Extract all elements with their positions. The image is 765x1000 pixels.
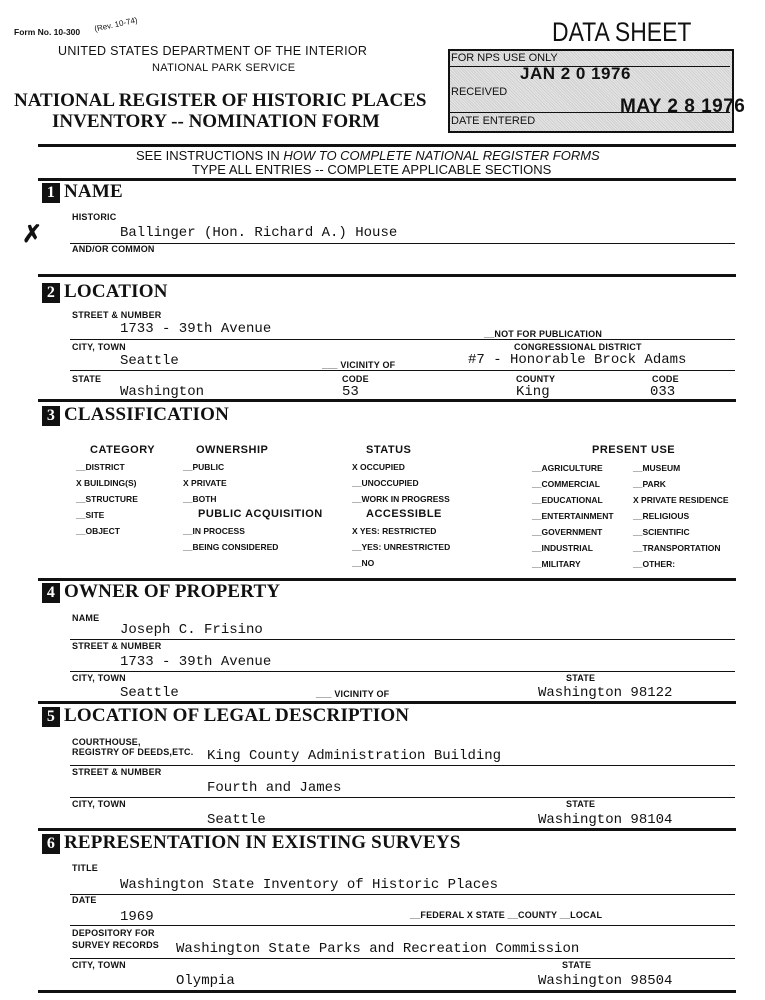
classification-option: __OTHER: [633, 559, 676, 569]
section-4-rule [38, 701, 736, 704]
section-surveys-heading: 6 REPRESENTATION IN EXISTING SURVEYS [42, 832, 461, 854]
depository-value: Washington State Parks and Recreation Commission [176, 941, 580, 957]
date-entered-label: DATE ENTERED [451, 115, 536, 127]
survey-date-value: 1969 [120, 909, 154, 925]
classification-option: __COMMERCIAL [532, 479, 601, 489]
survey-title-value: Washington State Inventory of Historic Places [120, 877, 499, 893]
section-owner-heading: 4 OWNER OF PROPERTY [42, 581, 280, 603]
classification-option: __TRANSPORTATION [633, 543, 721, 553]
county-code-value: 033 [650, 384, 676, 400]
section-classification-heading: 3 CLASSIFICATION [42, 404, 229, 426]
street-label: STREET & NUMBER [72, 310, 162, 320]
legal-city-label: CITY, TOWN [72, 799, 126, 809]
form-revision: (Rev. 10-74) [93, 15, 139, 34]
nps-use-only-label: FOR NPS USE ONLY [451, 52, 558, 64]
classification-option: X YES: RESTRICTED [352, 526, 437, 536]
section-6-rule [38, 990, 736, 993]
owner-city-label: CITY, TOWN [72, 673, 126, 683]
owner-name-rule [70, 639, 735, 640]
depository-label-2: SURVEY RECORDS [72, 940, 159, 950]
present-use-heading: PRESENT USE [592, 444, 676, 456]
county-label: COUNTY [516, 374, 556, 384]
historic-name-value: Ballinger (Hon. Richard A.) House [120, 225, 398, 241]
legal-street-value: Fourth and James [207, 780, 342, 796]
classification-option: __IN PROCESS [183, 526, 245, 536]
historic-rule [70, 243, 735, 244]
city-rule [70, 370, 735, 371]
code-value: 53 [342, 384, 359, 400]
received-date-stamp: JAN 2 0 1976 [520, 64, 631, 83]
owner-street-value: 1733 - 39th Avenue [120, 654, 272, 670]
instructions-line2: TYPE ALL ENTRIES -- COMPLETE APPLICABLE SECTIONS [192, 162, 552, 177]
service: NATIONAL PARK SERVICE [152, 62, 296, 74]
classification-option: __UNOCCUPIED [352, 478, 419, 488]
classification-option: __RELIGIOUS [633, 511, 690, 521]
section-1-rule [38, 274, 736, 277]
classification-option: __SITE [76, 510, 105, 520]
section-name-heading: 1 NAME [42, 181, 123, 203]
legal-state-value: Washington 98104 [538, 812, 673, 828]
code-label: CODE [342, 374, 369, 384]
depository-rule [70, 958, 735, 959]
department: UNITED STATES DEPARTMENT OF THE INTERIOR [58, 44, 368, 58]
classification-option: __STRUCTURE [76, 494, 138, 504]
survey-city-value: Olympia [176, 973, 235, 989]
classification-option: __WORK IN PROGRESS [352, 494, 450, 504]
courthouse-rule [70, 765, 735, 766]
depository-label-1: DEPOSITORY FOR [72, 928, 155, 938]
classification-option: __PUBLIC [183, 462, 225, 472]
public-acquisition-heading: PUBLIC ACQUISITION [198, 508, 323, 520]
historic-label: HISTORIC [72, 212, 117, 222]
classification-option: __BOTH [183, 494, 217, 504]
nps-box-divider-2 [448, 112, 730, 113]
status-heading: STATUS [366, 444, 412, 456]
owner-street-rule [70, 671, 735, 672]
legal-state-label: STATE [566, 799, 596, 809]
congressional-district-value: #7 - Honorable Brock Adams [468, 352, 687, 368]
instructions-rule [38, 178, 736, 181]
registry-label: REGISTRY OF DEEDS,ETC. [72, 747, 194, 757]
classification-option: __OBJECT [76, 526, 120, 536]
owner-vicinity-label: ___ VICINITY OF [316, 689, 390, 699]
state-label: STATE [72, 374, 102, 384]
form-title-line1: NATIONAL REGISTER OF HISTORIC PLACES [14, 90, 427, 111]
owner-state-label: STATE [566, 673, 596, 683]
category-heading: CATEGORY [90, 444, 156, 456]
county-value: King [516, 384, 550, 400]
classification-option: __NO [352, 558, 375, 568]
classification-option: __BEING CONSIDERED [183, 542, 279, 552]
survey-city-label: CITY, TOWN [72, 960, 126, 970]
instructions-line1: SEE INSTRUCTIONS IN HOW TO COMPLETE NATIONAL REGISTER FORMS [136, 148, 600, 163]
common-label: AND/OR COMMON [72, 244, 155, 254]
classification-option: __GOVERNMENT [532, 527, 603, 537]
classification-option: __MUSEUM [633, 463, 681, 473]
entered-date-stamp: MAY 2 8 1976 [620, 96, 746, 117]
classification-option: __INDUSTRIAL [532, 543, 593, 553]
courthouse-label: COURTHOUSE, [72, 737, 141, 747]
owner-state-value: Washington 98122 [538, 685, 673, 701]
survey-levels: __FEDERAL X STATE __COUNTY __LOCAL [410, 910, 603, 920]
legal-street-rule [70, 797, 735, 798]
county-code-label: CODE [652, 374, 679, 384]
section-2-rule [38, 399, 736, 402]
data-sheet-title: DATA SHEET [552, 17, 692, 47]
classification-option: __EDUCATIONAL [532, 495, 603, 505]
street-value: 1733 - 39th Avenue [120, 321, 272, 337]
section-5-rule [38, 828, 736, 831]
handwritten-mark-icon: ✗ [22, 221, 43, 248]
form-number: Form No. 10-300 [14, 27, 81, 37]
legal-city-value: Seattle [207, 812, 266, 828]
courthouse-value: King County Administration Building [207, 748, 502, 764]
section-location-heading: 2 LOCATION [42, 281, 168, 303]
legal-street-label: STREET & NUMBER [72, 767, 162, 777]
classification-option: __SCIENTIFIC [633, 527, 690, 537]
owner-name-label: NAME [72, 613, 100, 623]
city-value: Seattle [120, 353, 179, 369]
survey-date-label: DATE [72, 895, 97, 905]
congressional-district-label: CONGRESSIONAL DISTRICT [514, 342, 642, 352]
classification-option: __ENTERTAINMENT [532, 511, 614, 521]
survey-state-label: STATE [562, 960, 592, 970]
header-rule [38, 144, 736, 147]
street-rule [70, 339, 735, 340]
owner-city-value: Seattle [120, 685, 179, 701]
received-label: RECEIVED [451, 86, 508, 98]
accessible-heading: ACCESSIBLE [366, 508, 442, 520]
classification-option: X BUILDING(S) [76, 478, 137, 488]
survey-date-rule [70, 925, 735, 926]
city-label: CITY, TOWN [72, 342, 126, 352]
section-legal-heading: 5 LOCATION OF LEGAL DESCRIPTION [42, 705, 409, 727]
survey-title-rule [70, 894, 735, 895]
ownership-heading: OWNERSHIP [196, 444, 269, 456]
form-title-line2: INVENTORY -- NOMINATION FORM [52, 111, 380, 132]
classification-option: X PRIVATE [183, 478, 227, 488]
classification-option: __MILITARY [532, 559, 581, 569]
owner-street-label: STREET & NUMBER [72, 641, 162, 651]
classification-option: X PRIVATE RESIDENCE [633, 495, 729, 505]
owner-name-value: Joseph C. Frisino [120, 622, 263, 638]
classification-option: __AGRICULTURE [532, 463, 603, 473]
survey-title-label: TITLE [72, 863, 98, 873]
state-value: Washington [120, 384, 205, 400]
survey-state-value: Washington 98504 [538, 973, 673, 989]
classification-option: __DISTRICT [76, 462, 125, 472]
classification-option: X OCCUPIED [352, 462, 405, 472]
vicinity-label: ___ VICINITY OF [322, 360, 396, 370]
classification-option: __YES: UNRESTRICTED [352, 542, 451, 552]
classification-option: __PARK [633, 479, 666, 489]
not-for-publication: __NOT FOR PUBLICATION [484, 329, 603, 339]
